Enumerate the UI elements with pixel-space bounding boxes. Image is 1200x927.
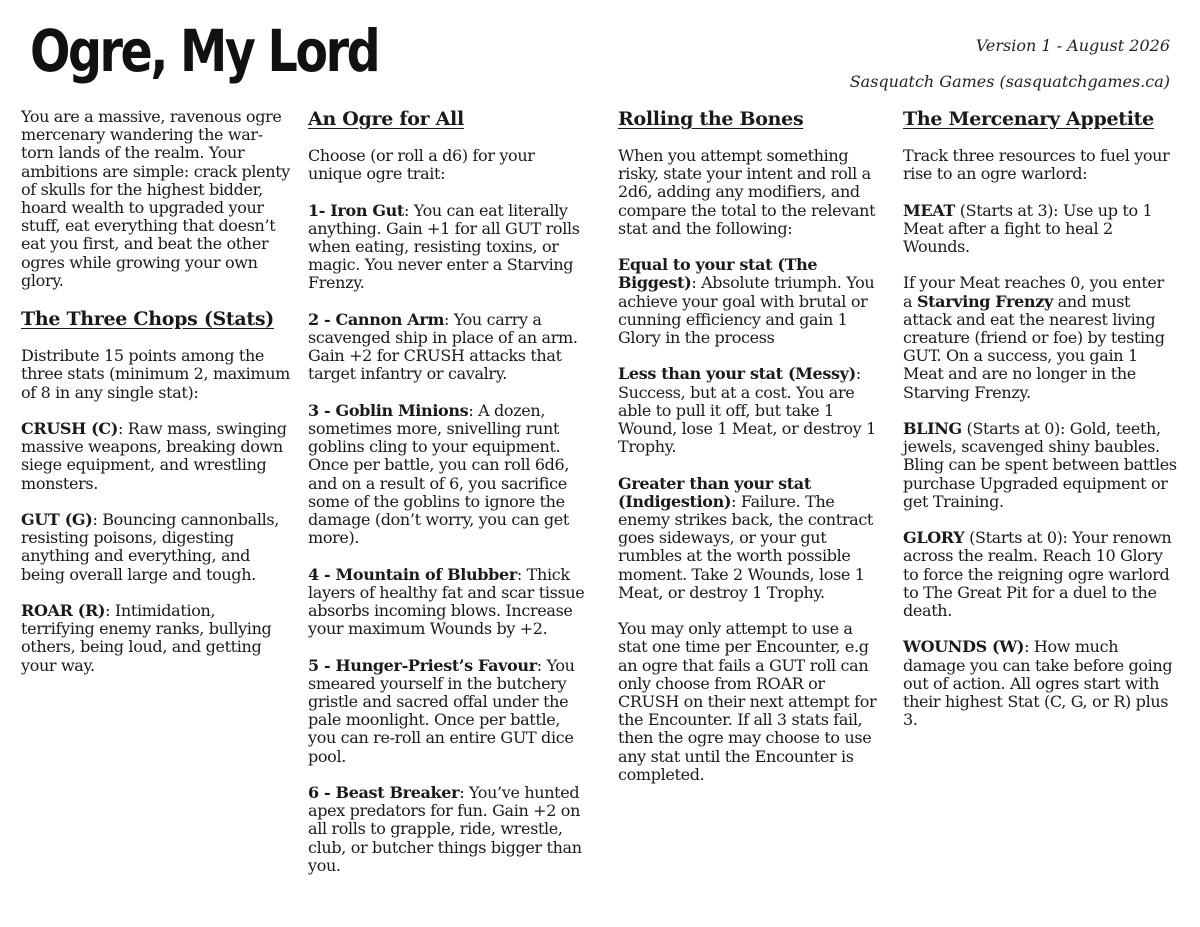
appetite-intro: Track three resources to fuel your rise to an ogre warlord: [903, 146, 1170, 184]
publisher-label: Sasquatch Games (sasquatchgames.ca) [849, 72, 1170, 91]
resource-glory [903, 529, 1177, 620]
trait-cannon-arm [308, 311, 586, 384]
trait-iron-gut [308, 202, 586, 293]
distribute-paragraph: Distribute 15 points among the three stats (minimum 2, maximum of 8 in any single stat): [21, 346, 291, 402]
encounter-rule: You may only attempt to use a stat one time per Encounter, e.g an ogre that fails a GUT roll can only choose from ROAR or CRUSH on their next attempt for the Encounter. If all 3 stats fail, then the ogre may choose to use any stat until the Encounter is completed. [618, 619, 877, 784]
trait-name: 3 - Goblin Minions [308, 400, 469, 420]
trait-text: : You smeared yourself in the butchery gristle and sacred offal under the pale moonlight. Once per battle, you can re-roll an entire GUT dice pool. [308, 655, 575, 766]
resource-text: (Starts at 0): Gold, teeth, jewels, scavenged shiny baubles. Bling can be spent between battles purchase Upgraded equipment or get Training. [903, 419, 1177, 511]
trait-text: : You can eat literally anything. Gain +1 for all GUT rolls when eating, resisting toxins, or magic. You never enter a Starving Frenzy. [308, 200, 580, 293]
trait-text: : You carry a scavenged ship in place of an arm. Gain +2 for CRUSH attacks that target infantry or cavalry. [308, 309, 578, 384]
intro-paragraph: You are a massive, ravenous ogre mercenary wandering the war-torn lands of the realm. Your ambitions are simple: crack plenty of skulls for the highest bidder, hoard wealth to upgraded your stuff, eat everything that doesn’t eat you first, and beat the other ogres while growing your own glory. [21, 107, 290, 290]
resource-text: (Starts at 3): Use up to 1 Meat after a fight to heal 2 Wounds. [903, 200, 1153, 256]
traits-intro: Choose (or roll a d6) for your unique ogre trait: [308, 146, 535, 184]
trait-name: 6 - Beast Breaker [308, 783, 460, 803]
stat-roar [21, 602, 291, 675]
column-rolling [618, 108, 886, 802]
heading-mercenary-appetite: The Mercenary Appetite [903, 108, 1154, 130]
resource-meat [903, 202, 1177, 257]
stat-name: ROAR (R) [21, 601, 106, 621]
resource-bling [903, 420, 1177, 511]
stat-text: : Raw mass, swinging massive weapons, breaking down siege equipment, and wrestling monsters. [21, 419, 287, 493]
stat-crush [21, 420, 291, 493]
heading-rolling-bones: Rolling the Bones [618, 108, 804, 130]
outcome-greater [618, 475, 886, 602]
trait-hunger-priest [308, 657, 586, 766]
trait-text: : You’ve hunted apex predators for fun. Gain +2 on all rolls to grapple, ride, wrestle, club, or butcher things bigger than you. [308, 783, 582, 875]
column-intro [21, 108, 291, 693]
stat-name: GUT (G) [21, 510, 93, 530]
frenzy-name: Starving Frenzy [916, 291, 1053, 311]
outcome-equal [618, 256, 886, 347]
outcome-text: : Success, but at a cost. You are able to pull it off, but take 1 Wound, lose 1 Meat, or destroy 1 Trophy. [618, 364, 876, 457]
frenzy-text-before: If your Meat reaches 0, you enter a [903, 273, 1164, 311]
stat-name: CRUSH (C) [21, 419, 118, 439]
frenzy-text-after: and must attack and eat the nearest living creature (friend or foe) by testing GUT. On a success, you gain 1 Meat and are no longer in the Starving Frenzy. [903, 291, 1165, 402]
stat-text: : Bouncing cannonballs, resisting poisons, digesting anything and everything, and being overall large and tough. [21, 510, 279, 584]
resource-text: (Starts at 0): Your renown across the realm. Reach 10 Glory to force the reigning ogre warlord to The Great Pit for a duel to the death. [903, 528, 1172, 621]
outcome-name: Less than your stat (Messy) [618, 364, 856, 384]
starving-frenzy-rule [903, 274, 1177, 401]
outcome-less [618, 365, 886, 456]
stat-gut [21, 511, 291, 584]
page-title: Ogre, My Lord [30, 17, 379, 85]
column-traits [308, 108, 586, 893]
resource-name: BLING [903, 419, 962, 438]
resource-name: WOUNDS (W) [903, 637, 1025, 657]
heading-three-chops: The Three Chops (Stats) [21, 308, 274, 331]
trait-beast-breaker [308, 784, 586, 875]
resource-text: : How much damage you can take before going out of action. All ogres start with their highest Stat (C, G, or R) plus 3. [903, 637, 1173, 730]
heading-ogre-for-all: An Ogre for All [308, 108, 464, 130]
trait-goblin-minions [308, 402, 586, 548]
outcome-text: : Failure. The enemy strikes back, the contract goes sideways, or your gut rumbles at the worth possible moment. Take 2 Wounds, lose 1 Meat, or destroy 1 Trophy. [618, 491, 874, 602]
trait-mountain-of-blubber [308, 566, 586, 639]
outcome-name: Greater than your stat (Indigestion) [618, 473, 811, 511]
rolling-intro: When you attempt something risky, state your intent and roll a 2d6, adding any modifiers, and compare the total to the relevant stat and the following: [618, 146, 876, 238]
outcome-text: : Absolute triumph. You achieve your goal with brutal or cunning efficiency and gain 1 Glory in the process [618, 273, 875, 348]
resource-name: MEAT [903, 200, 955, 220]
trait-name: 4 - Mountain of Blubber [308, 564, 517, 584]
resource-wounds [903, 638, 1177, 729]
outcome-name: Equal to your stat (The Biggest) [618, 255, 818, 293]
trait-text: : A dozen, sometimes more, snivelling runt goblins cling to your equipment. Once per battle, you can roll 6d6, and on a result of 6, you sacrifice some of the goblins to ignore the damage (don’t worry, you can get more). [308, 400, 570, 548]
version-label: Version 1 - August 2026 [975, 36, 1170, 55]
stat-text: : Intimidation, terrifying enemy ranks, bullying others, being loud, and getting your way. [21, 601, 272, 675]
trait-name: 1- Iron Gut [308, 200, 404, 220]
trait-text: : Thick layers of healthy fat and scar tissue absorbs incoming blows. Increase your maximum Wounds by +2. [308, 564, 585, 639]
trait-name: 2 - Cannon Arm [308, 309, 445, 329]
trait-name: 5 - Hunger-Priest’s Favour [308, 655, 537, 675]
column-appetite [903, 108, 1177, 748]
resource-name: GLORY [903, 528, 965, 548]
